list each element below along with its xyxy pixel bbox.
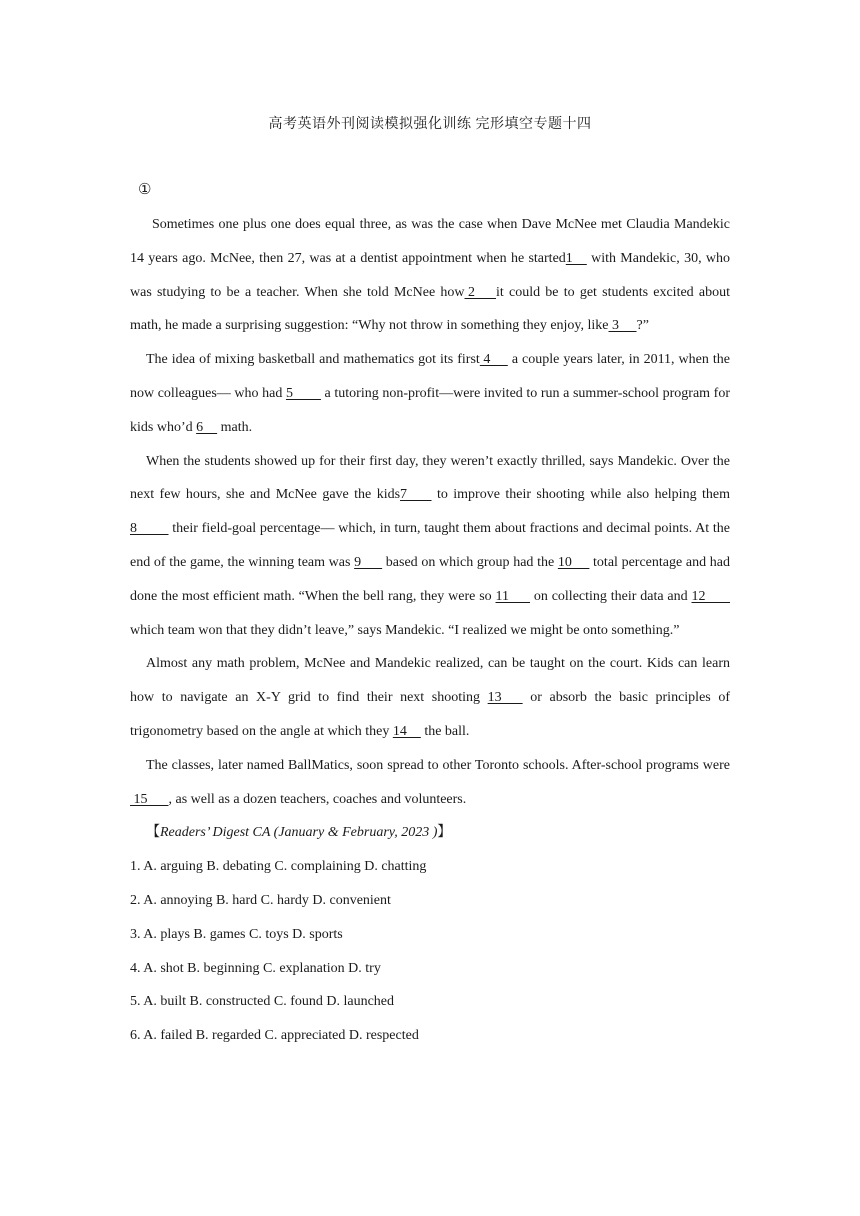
passage [130,208,730,816]
source-bracket-close: 】 [437,825,452,841]
passage-paragraph [130,445,730,648]
answer-blank[interactable]: 13 [487,690,523,706]
passage-text: a couple years later, in 2011, when the now colleagues— who had [130,352,730,401]
passage-text: based on which group had the [382,554,558,570]
passage-paragraph [130,208,730,343]
passage-text: a tutoring non-profit—were invited to run a summer-school program for kids who’d [130,385,730,435]
question-option-line: 2. A. annoying B. hard C. hardy D. convenient [130,892,391,908]
passage-text: which team won that they didn’t leave,” says Mandekic. “I realized we might be onto something.” [130,622,680,638]
answer-blank[interactable]: 5 [285,385,321,401]
passage-text: Almost any math problem, McNee and Mandekic realized, can be taught on the court. Kids can learn how to navigate an X-Y grid to find their next shooting [130,656,730,706]
source-bracket-open: 【 [146,825,160,841]
passage-text: their field-goal percentage— which, in turn, taught them about fractions and decimal points. At the end of the game, the winning team was [130,521,730,570]
question-option-line: 5. A. built B. constructed C. found D. launched [130,994,395,1010]
passage-text: on collecting their data and [530,588,692,604]
answer-blank[interactable]: 11 [495,588,530,604]
passage-text: , as well as a dozen teachers, coaches and volunteers. [168,791,467,807]
passage-text: ?” [636,318,649,334]
question-option-line: 6. A. failed B. regarded C. appreciated D. respected [130,1028,419,1044]
answer-blank[interactable]: 2 [464,284,496,300]
passage-text: math. [217,419,253,435]
passage-text: The idea of mixing basketball and mathematics got its first [146,352,480,368]
passage-text: with Mandekic, 30, who was studying to be a teacher. When she told McNee how [130,250,730,300]
answer-blank[interactable]: 7 [400,487,432,503]
passage-text: or absorb the basic principles of trigonometry based on the angle at which they [130,690,730,739]
passage-text: Sometimes one plus one does equal three, as was the case when Dave McNee met Claudia Mandekic 14 years ago. McNee, then 27, was at a dentist appointment when he started [130,217,730,266]
answer-blank[interactable]: 3 [608,318,637,334]
answer-blank[interactable]: 14 [392,723,421,739]
answer-blank[interactable]: 15 [130,791,169,807]
page-title: 高考英语外刊阅读模拟强化训练 完形填空专题十四 [268,117,592,132]
question-option-line: 3. A. plays B. games C. toys D. sports [130,926,343,942]
question-option-line: 4. A. shot B. beginning C. explanation D. try [130,960,381,976]
source-text: Readers’ Digest CA (January & February, 2023 ) [160,825,438,841]
source-citation [130,816,730,850]
answer-blank[interactable]: 9 [354,554,383,570]
passage-text: When the students showed up for their first day, they weren’t exactly thrilled, says Mandekic. Over the next few hours, she and McNee gave the kids [130,453,730,503]
passage-text: it could be to get students excited about math, he made a surprising suggestion: “Why not throw in something they enjoy, like [130,284,730,334]
answer-blank[interactable]: 10 [557,554,590,570]
passage-paragraph [130,343,730,444]
question-option-line: 1. A. arguing B. debating C. complaining D. chatting [130,859,427,875]
passage-text: the ball. [420,723,470,739]
answer-blank[interactable]: 6 [196,419,218,435]
passage-paragraph [130,749,730,817]
passage-text: to improve their shooting while also helping them [431,487,730,503]
answer-blank[interactable]: 4 [479,352,508,368]
answer-options [130,850,730,1053]
answer-blank[interactable]: 1 [565,250,587,266]
answer-blank[interactable]: 12 [691,588,730,604]
passage-paragraph [130,647,730,748]
answer-blank[interactable]: 8 [130,521,169,537]
passage-text: total percentage and had done the most efficient math. “When the bell rang, they were so [130,554,730,604]
passage-body [130,208,730,1053]
passage-text: The classes, later named BallMatics, soon spread to other Toronto schools. After-school programs were [146,757,730,773]
section-marker: ① [138,182,152,198]
